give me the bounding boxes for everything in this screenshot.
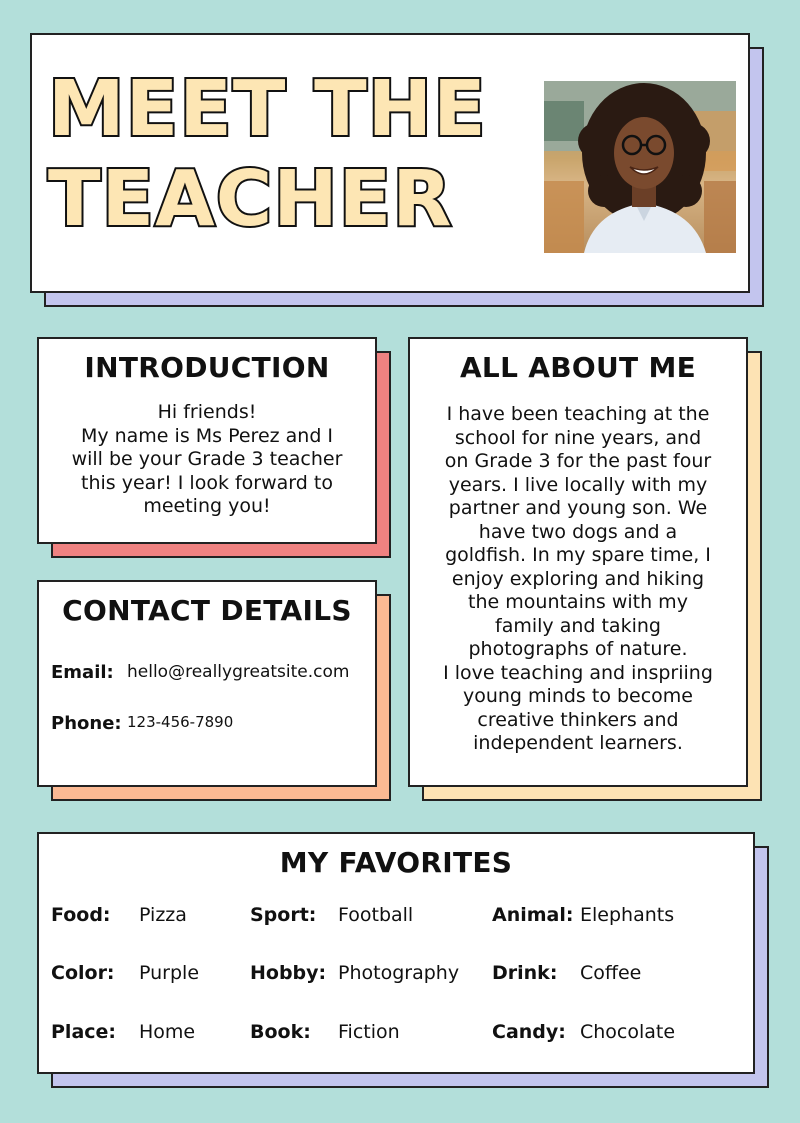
favorites-card — [37, 832, 755, 1074]
teacher-photo — [544, 81, 736, 253]
favorite-value: Coffee — [580, 962, 642, 984]
contact-card — [37, 580, 377, 787]
email-label: Email: — [51, 662, 114, 683]
introduction-card-face — [37, 337, 377, 544]
title-line-1: MEET THE — [48, 65, 487, 154]
about-line: on Grade 3 for the past four — [444, 450, 712, 472]
favorite-value: Fiction — [338, 1021, 400, 1043]
about-me-text — [416, 403, 740, 756]
introduction-card — [37, 337, 377, 544]
header-card — [30, 33, 750, 293]
introduction-line: Hi friends! — [157, 401, 257, 423]
phone-value[interactable]: 123-456-7890 — [127, 713, 234, 731]
about-line: young minds to become — [462, 685, 693, 707]
about-line: family and taking — [495, 614, 661, 637]
header-card-face — [30, 33, 750, 293]
favorite-value: Elephants — [580, 904, 675, 926]
about-line: I have been teaching at the — [446, 403, 710, 425]
about-line: photographs of nature. — [468, 638, 688, 660]
about-line: the mountains with my — [468, 591, 688, 613]
favorite-label: Drink: — [492, 962, 558, 984]
favorite-value: Football — [338, 904, 414, 926]
phone-label: Phone: — [51, 713, 122, 734]
about-line: creative thinkers and — [477, 708, 679, 731]
favorite-value: Chocolate — [580, 1021, 676, 1043]
teacher-photo-illustration — [544, 81, 736, 253]
favorite-label: Book: — [250, 1021, 311, 1043]
favorite-label: Food: — [51, 904, 111, 926]
about-me-card-face — [408, 337, 748, 787]
favorite-label: Candy: — [492, 1021, 566, 1043]
favorite-label: Sport: — [250, 904, 317, 926]
favorites-heading: MY FAVORITES — [279, 846, 513, 879]
favorite-value: Photography — [338, 962, 460, 984]
about-me-card — [408, 337, 748, 787]
introduction-heading: INTRODUCTION — [84, 351, 330, 384]
favorite-label: Animal: — [492, 904, 574, 926]
favorite-label: Color: — [51, 962, 115, 984]
favorites-card-face — [37, 832, 755, 1074]
introduction-line: will be your Grade 3 teacher — [71, 448, 343, 470]
about-line: enjoy exploring and hiking — [451, 567, 705, 590]
about-line: years. I live locally with my — [448, 473, 708, 496]
favorite-label: Place: — [51, 1021, 117, 1043]
email-value[interactable]: hello@reallygreatsite.com — [127, 662, 350, 682]
about-line: independent learners. — [473, 732, 683, 754]
favorite-value: Home — [139, 1021, 196, 1043]
contact-card-face — [37, 580, 377, 787]
title-line-2: TEACHER — [48, 155, 453, 244]
favorite-label: Hobby: — [250, 962, 327, 984]
introduction-line: My name is Ms Perez and I — [80, 424, 334, 447]
contact-heading: CONTACT DETAILS — [62, 594, 352, 627]
introduction-text — [49, 401, 365, 519]
about-line: school for nine years, and — [454, 426, 702, 449]
about-line: I love teaching and inspriing — [443, 661, 713, 684]
about-line: goldfish. In my spare time, I — [445, 544, 711, 566]
about-line: have two dogs and a — [478, 520, 678, 543]
about-me-heading: ALL ABOUT ME — [459, 351, 697, 384]
introduction-line: this year! I look forward to — [81, 471, 333, 494]
favorite-value: Pizza — [139, 904, 187, 926]
favorite-value: Purple — [139, 962, 200, 984]
about-line: partner and young son. We — [448, 497, 708, 519]
introduction-line: meeting you! — [143, 495, 271, 517]
